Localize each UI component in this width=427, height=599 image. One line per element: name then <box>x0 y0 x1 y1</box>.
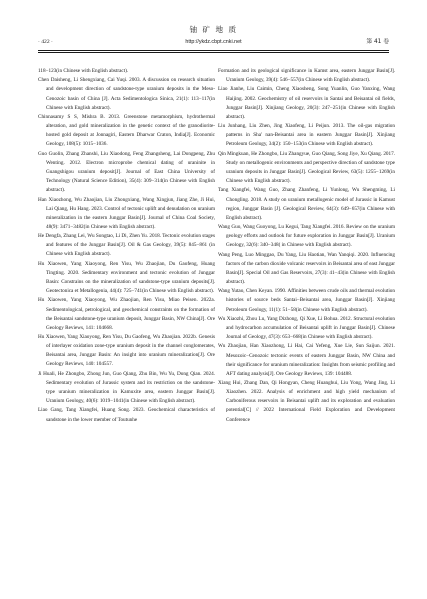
journal-title: 铀 矿 地 质 <box>189 25 238 34</box>
reference-entry: Wu Xiaozhi, Zhou Lu, Yang Dizhong, Qi Xue, Li Bohua. 2012. Structural evolution and hydrocarbon accumulation of Beisantai uplift in Junggar Basin[J]. Chinese Journal of Geology, 47(3): 653−668(in Chinese with English abstract). <box>218 315 395 341</box>
reference-entry: 118−123(in Chinese with English abstract). <box>38 68 129 74</box>
page-number: · 422 · <box>38 39 53 45</box>
journal-url[interactable]: http://ykdz.cbpt.cnki.net <box>185 39 242 45</box>
header-row <box>38 37 389 48</box>
reference-entry: Chinnasamy S S, Mishra B. 2013. Greenstone metamorphism, hydrothermal alteration, and gold mineralization in the genetic context of the granodiorite-hosted gold deposit at Jonnagiri, Eastern Dharwar Craton, India[J]. Economic Geology, 108(5): 1015−1036. <box>38 114 215 148</box>
reference-entry: Chen Daisheng, Li Shengxiang, Cai Yuqi. 2003. A discussion on research situation and development direction of sandstone-type uranium deposits in the Meso-Cenozoic basin of China [J]. Acta Sedimentologica Sinica, 21(1): 113−117(in Chinese with English abstract). <box>38 77 215 111</box>
reference-entry: Han Xiaozhong, Wu Zhaojian, Liu Zhongxiang, Wang Xingjun, Jiang Zhe, Ji Hui, Lai Qiang, Hu Hang. 2023. Control of tectonic uplift and denudation on uranium mineralization in the eastern Junggar Basin[J]. Journal of China Coal Society, 48(9): 3471−3482(in Chinese with English abstract). <box>38 196 215 230</box>
reference-entry: Hu Xiaowen, Yang Xiaoyong, Ren Yisu, Du Gaofeng, Wu Zhaojian. 2022b. Genesis of interlayer oxidation zone-type uranium deposit in the channel conglomerates, Beisantai area, Junggar Basin: An insight into uranium mineralization[J]. Ore Geology Reviews, 140: 104557. <box>38 334 215 368</box>
reference-entry: Wu Zhaojian, Han Xiaozhong, Li Hai, Cai Yefeng, Xue Lie, Sun Saijun. 2021. Mesozoic−Cenozoic tectonic events of eastern Junggar Basin, NW China and their significance for uranium mineralization: Insights from seismic profiling and AFT dating analysis[J]. Ore Geology Reviews, 139: 104488. <box>218 343 395 377</box>
reference-entry: Ji Huali, He Zhongbo, Zhong Jun, Guo Qiang, Zhu Bin, Wu Yu, Dong Qian. 2024. Sedimentary evolution of Jurassic system and its restriction on the sandstone-type uranium mineralization in Kamuxite area, eastern Junggar Basin[J]. Uranium Geology, 40(6): 1019−1041(in Chinese with English abstract). <box>38 370 215 405</box>
reference-entry: Liao Jianhe, Liu Caimin, Cheng Xiaosheng, Song Yuanlin, Guo Yanxing, Wang Haijing. 2002. Geochemistry of oil reservoirs in Santai and Beisantai oil fields, Junggar Basin[J]. Xinjiang Geology, 20(3): 247−251(in Chinese with English abstract). <box>218 86 395 120</box>
reference-column-right <box>218 67 395 425</box>
reference-entry: Wang Yutao, Chen Keyan. 1990. Affinities between crude oils and thermal evolution histories of source beds Santai−Beisantai area, Junggar Basin[J]. Xinjiang Petroleum Geology, 11(1): 51−58(in Chinese with English abstract). <box>218 288 395 313</box>
reference-entry: Liao Gang, Tang Xiangfei, Huang Song. 2023. Geochemical characteristics of sandstone in the lower member of Toutunhe <box>38 407 215 423</box>
reference-entry: Liu Junhang, Liu Zhen, Jing Xiaofeng, Li Peijun. 2013. The oil-gas migration patterns in Sha' nan-Beisantai area in eastern Junggar Basin[J]. Xinjiang Petroleum Geology, 34(2): 150−153(in Chinese with English abstract). <box>218 123 395 148</box>
reference-entry: Wang Peng, Luo Minggao, Du Yang, Liu Haotian, Wan Yanqiqi. 2020. Influencing factors of the carbon dioxide volcanic reservoirs in Beisantai area of east Junggar Basin[J]. Special Oil and Gas Reservoirs, 27(3): 41−43(in Chinese with English abstract). <box>218 251 395 285</box>
reference-entry: Guo Guolin, Zhang Zhanshi, Liu Xiaodong, Feng Zhangsheng, Lai Dongpeng, Zhu Wenting. 2012. Electron microprobe chemical dating of uraninite in Guangshigou uranium deposit[J]. Journal of East China University of Technology (Natural Science Edition), 35(4): 309−314(in Chinese with English abstract). <box>38 150 215 194</box>
reference-entry: Wang Guo, Wang Guoyong, Lu Kegui, Tang Xiangfei. 2016. Review on the uranium geology efforts and outlook for future exploration in Junggar Basin[J]. Uranium Geology, 32(6): 340−348( in Chinese with English abstract). <box>218 224 395 249</box>
reference-entry: Tang Xiangfei, Wang Guo, Zhang Zhanfeng, Li Yunlong, Wu Shengming, Li Chongling. 2018. A study on uranium metallogenic model of Jurassic in Kamust region, Junggar Basin [J]. Geological Review, 64(3): 649−657(in Chinese with English abstract). <box>218 187 395 221</box>
reference-entry: Hu Xiaowen, Yang Xiaoyong, Wu Zhaojian, Ren Yisu, Miao Peisen. 2022a. Sedimentological, petrological, and geochemical constraints on the formation of the Beisantai sandstone-type uranium deposit, Junggar Basin, NW China[J]. Ore Geology Reviews, 141: 104668. <box>38 297 215 331</box>
reference-column-left <box>38 67 215 425</box>
header-rule <box>38 50 389 53</box>
reference-entry: He Dengfa, Zhang Lei, Wu Songtao, Li Di, Zhen Yu. 2018. Tectonic evolution stages and features of the Junggar Basin[J]. Oil & Gas Geology, 39(5): 845−861 (in Chinese with English abstract). <box>38 233 215 258</box>
running-header <box>38 24 389 54</box>
volume-label: 第 41 卷 <box>366 39 389 45</box>
reference-entry: Hu Xiaowen, Yang Xiaoyong, Ren Yisu, Wu Zhaojian, Du Gaofeng, Huang Tingting. 2020. Sedimentary environment and tectonic evolution of Junggar Basin: Constrains on the mineralization of sandstone-type uranium deposits[J]. Geotectonica et Metallogenia, 44(4): 725−741(in Chinese with English abstract). <box>38 260 215 295</box>
reference-entry: Formation and its geological significance in Kamst area, eastern Junggar Basin[J]. Uranium Geology, 39(4): 546−557(in Chinese with English abstract). <box>218 68 395 84</box>
reference-entry: Qin Mingkuan, He Zhongbo, Liu Zhangyue, Guo Qiang, Song Jiye, Xu Qiang. 2017. Study on metallogenic environments and perspective direction of sandstone type uranium deposits in Junggar Basin[J]. Geological Review, 63(5): 1255−1269(in Chinese with English abstract). <box>218 150 395 185</box>
reference-entry: Xiang Hui, Zhang Dan, Qi Hongyan, Cheng Huanghui, Liu Yong, Wang Jing, Li Xiaozhen. 2022. Analysis of enrichment and high yield mechanism of Carboniferous reservoirs in Beisantai uplift and its exploration and evaluation potential[C] // 2022 International Field Exploration and Development Conference <box>218 380 395 423</box>
